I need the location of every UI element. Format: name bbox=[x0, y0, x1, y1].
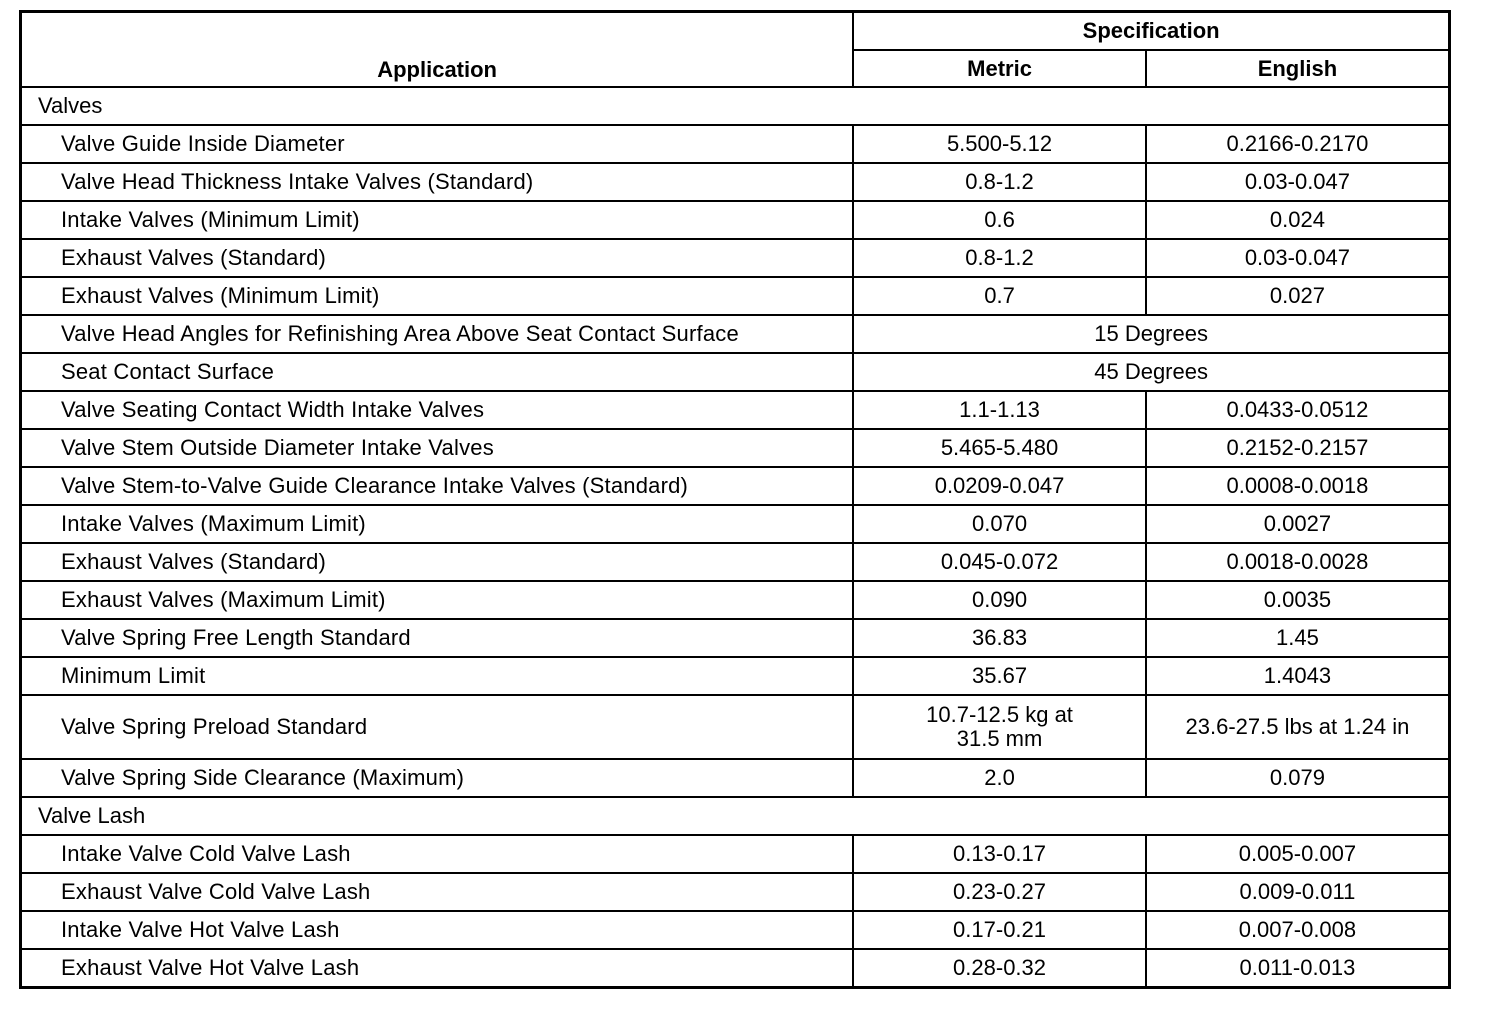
table-row bbox=[21, 581, 1450, 619]
english-cell: 0.005-0.007 bbox=[1146, 835, 1450, 873]
application-cell: Intake Valve Cold Valve Lash bbox=[21, 835, 854, 873]
application-cell: Exhaust Valve Cold Valve Lash bbox=[21, 873, 854, 911]
english-cell: 0.0008-0.0018 bbox=[1146, 467, 1450, 505]
table-row bbox=[21, 759, 1450, 797]
application-cell: Valve Guide Inside Diameter bbox=[21, 125, 854, 163]
application-cell: Exhaust Valves (Minimum Limit) bbox=[21, 277, 854, 315]
metric-cell: 0.090 bbox=[853, 581, 1146, 619]
table-row bbox=[21, 353, 1450, 391]
english-cell: 0.2152-0.2157 bbox=[1146, 429, 1450, 467]
english-cell: 0.0035 bbox=[1146, 581, 1450, 619]
metric-cell bbox=[853, 695, 1146, 759]
metric-cell: 0.17-0.21 bbox=[853, 911, 1146, 949]
application-cell: Valve Spring Side Clearance (Maximum) bbox=[21, 759, 854, 797]
header-specification: Specification bbox=[853, 12, 1449, 51]
metric-cell: 0.070 bbox=[853, 505, 1146, 543]
section-title: Valve Lash bbox=[21, 797, 1450, 835]
metric-cell: 0.13-0.17 bbox=[853, 835, 1146, 873]
metric-cell: 0.7 bbox=[853, 277, 1146, 315]
english-cell: 1.4043 bbox=[1146, 657, 1450, 695]
section-title: Valves bbox=[21, 87, 1450, 125]
table-row bbox=[21, 619, 1450, 657]
header-metric: Metric bbox=[853, 50, 1146, 87]
metric-cell: 0.8-1.2 bbox=[853, 163, 1146, 201]
section-row-valves bbox=[21, 87, 1450, 125]
header-english: English bbox=[1146, 50, 1450, 87]
table-row bbox=[21, 239, 1450, 277]
table-row bbox=[21, 391, 1450, 429]
table-row bbox=[21, 505, 1450, 543]
metric-cell: 1.1-1.13 bbox=[853, 391, 1146, 429]
table-row bbox=[21, 429, 1450, 467]
metric-cell: 5.500-5.12 bbox=[853, 125, 1146, 163]
application-cell: Seat Contact Surface bbox=[21, 353, 854, 391]
application-cell: Valve Stem Outside Diameter Intake Valves bbox=[21, 429, 854, 467]
table-row bbox=[21, 911, 1450, 949]
metric-cell: 5.465-5.480 bbox=[853, 429, 1146, 467]
application-cell: Minimum Limit bbox=[21, 657, 854, 695]
application-cell: Intake Valves (Maximum Limit) bbox=[21, 505, 854, 543]
metric-cell: 0.0209-0.047 bbox=[853, 467, 1146, 505]
application-cell: Valve Stem-to-Valve Guide Clearance Intake Valves (Standard) bbox=[21, 467, 854, 505]
english-cell: 0.0027 bbox=[1146, 505, 1450, 543]
table-row bbox=[21, 873, 1450, 911]
table-row bbox=[21, 695, 1450, 759]
table-row bbox=[21, 467, 1450, 505]
metric-cell: 2.0 bbox=[853, 759, 1146, 797]
english-cell: 0.024 bbox=[1146, 201, 1450, 239]
application-cell: Exhaust Valves (Maximum Limit) bbox=[21, 581, 854, 619]
metric-cell: 0.6 bbox=[853, 201, 1146, 239]
english-cell: 0.03-0.047 bbox=[1146, 163, 1450, 201]
application-cell: Exhaust Valves (Standard) bbox=[21, 239, 854, 277]
table-row bbox=[21, 277, 1450, 315]
english-cell: 0.03-0.047 bbox=[1146, 239, 1450, 277]
english-cell: 0.027 bbox=[1146, 277, 1450, 315]
metric-cell: 0.045-0.072 bbox=[853, 543, 1146, 581]
english-cell: 0.079 bbox=[1146, 759, 1450, 797]
metric-cell: 0.28-0.32 bbox=[853, 949, 1146, 988]
metric-cell: 35.67 bbox=[853, 657, 1146, 695]
english-cell: 0.0433-0.0512 bbox=[1146, 391, 1450, 429]
metric-line: 10.7-12.5 kg at bbox=[926, 702, 1073, 727]
application-cell: Exhaust Valves (Standard) bbox=[21, 543, 854, 581]
table-row bbox=[21, 543, 1450, 581]
combined-spec-cell: 15 Degrees bbox=[853, 315, 1449, 353]
english-cell: 0.0018-0.0028 bbox=[1146, 543, 1450, 581]
english-cell: 0.009-0.011 bbox=[1146, 873, 1450, 911]
english-cell: 0.011-0.013 bbox=[1146, 949, 1450, 988]
section-row-valve-lash bbox=[21, 797, 1450, 835]
application-cell: Intake Valves (Minimum Limit) bbox=[21, 201, 854, 239]
metric-cell: 0.23-0.27 bbox=[853, 873, 1146, 911]
application-cell: Valve Head Angles for Refinishing Area Above Seat Contact Surface bbox=[21, 315, 854, 353]
application-cell: Exhaust Valve Hot Valve Lash bbox=[21, 949, 854, 988]
application-cell: Intake Valve Hot Valve Lash bbox=[21, 911, 854, 949]
application-cell: Valve Spring Free Length Standard bbox=[21, 619, 854, 657]
table-row bbox=[21, 657, 1450, 695]
table-row bbox=[21, 315, 1450, 353]
english-cell: 23.6-27.5 lbs at 1.24 in bbox=[1146, 695, 1450, 759]
header-application: Application bbox=[21, 12, 854, 88]
valve-specification-table bbox=[19, 10, 1451, 989]
english-cell: 0.007-0.008 bbox=[1146, 911, 1450, 949]
application-cell: Valve Seating Contact Width Intake Valves bbox=[21, 391, 854, 429]
table-row bbox=[21, 125, 1450, 163]
table-row bbox=[21, 835, 1450, 873]
combined-spec-cell: 45 Degrees bbox=[853, 353, 1449, 391]
english-cell: 0.2166-0.2170 bbox=[1146, 125, 1450, 163]
metric-cell: 0.8-1.2 bbox=[853, 239, 1146, 277]
english-cell: 1.45 bbox=[1146, 619, 1450, 657]
table-row bbox=[21, 163, 1450, 201]
metric-line: 31.5 mm bbox=[956, 726, 1043, 751]
metric-cell: 36.83 bbox=[853, 619, 1146, 657]
application-cell: Valve Spring Preload Standard bbox=[21, 695, 854, 759]
table-row bbox=[21, 949, 1450, 988]
application-cell: Valve Head Thickness Intake Valves (Standard) bbox=[21, 163, 854, 201]
table-row bbox=[21, 201, 1450, 239]
